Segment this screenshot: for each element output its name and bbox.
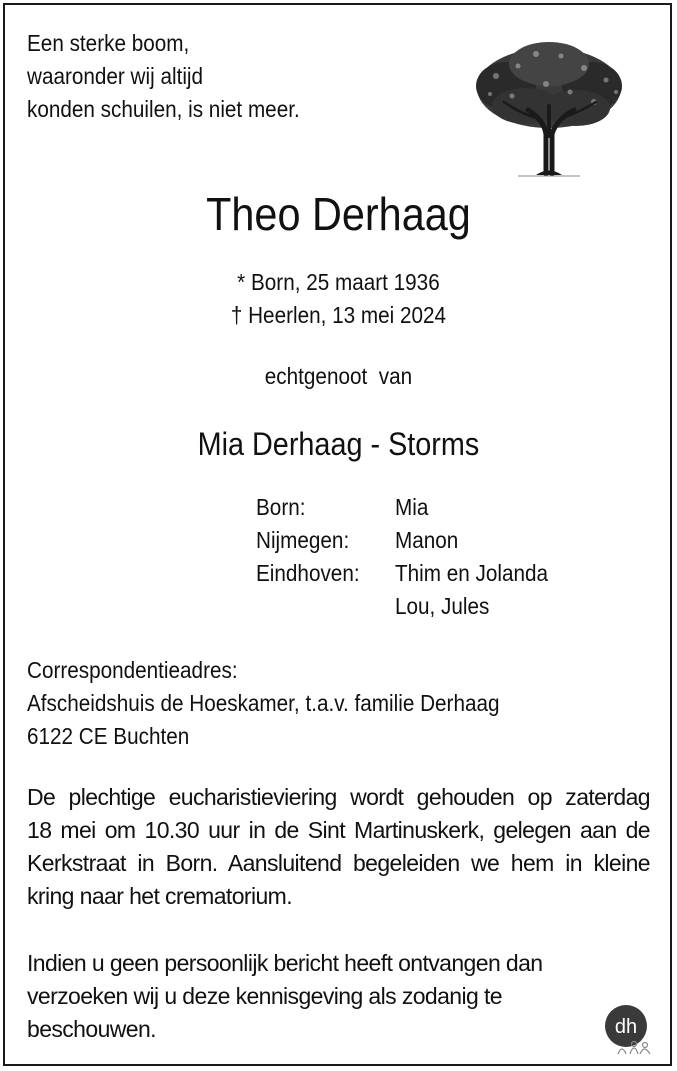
service-line: De plechtige eucharistieviering wordt gehouden op zaterdag: [27, 784, 650, 810]
death-line: † Heerlen, 13 mei 2024: [230, 302, 447, 328]
relation-text: echtgenoot van: [264, 363, 413, 389]
family-names: Lou, Jules: [395, 593, 490, 619]
family-row: [0, 590, 677, 623]
poem-line: waaronder wij altijd: [27, 63, 204, 89]
service-paragraph: [27, 781, 650, 913]
service-line: kring naar het crematorium.: [27, 883, 293, 909]
family-place: Born:: [256, 494, 306, 520]
correspondence-line: Afscheidshuis de Hoeskamer, t.a.v. familie Derhaag: [27, 690, 500, 716]
family-row: [0, 524, 677, 557]
service-line: 18 mei om 10.30 uur in de Sint Martinuskerk, gelegen aan de: [27, 817, 650, 843]
family-row: [0, 491, 677, 524]
service-line: Kerkstraat in Born. Aansluitend begeleiden we hem in kleine: [27, 850, 650, 876]
deceased-name: Theo Derhaag: [206, 188, 471, 240]
dh-logo-icon: [604, 1004, 656, 1056]
family-names: Manon: [395, 527, 459, 553]
spouse-name: Mia Derhaag - Storms: [197, 426, 480, 462]
notice-line: beschouwen.: [27, 1016, 156, 1042]
family-row: [0, 557, 677, 590]
poem: [27, 27, 300, 126]
tree-icon: [466, 36, 632, 178]
family-place: Eindhoven:: [256, 560, 360, 586]
family-list: [0, 491, 677, 623]
correspondence-line: 6122 CE Buchten: [27, 723, 190, 749]
birth-line: * Born, 25 maart 1936: [237, 269, 440, 295]
svg-text:dh: dh: [614, 1016, 638, 1038]
notice-line: Indien u geen persoonlijk bericht heeft ontvangen dan: [27, 950, 543, 976]
poem-line: Een sterke boom,: [27, 30, 190, 56]
poem-line: konden schuilen, is niet meer.: [27, 96, 300, 122]
notice-paragraph: [27, 947, 650, 1046]
correspondence-address: [27, 654, 500, 753]
notice-line: verzoeken wij u deze kennisgeving als zodanig te: [27, 983, 502, 1009]
life-dates: [34, 266, 643, 332]
family-place: Nijmegen:: [256, 527, 350, 553]
correspondence-line: Correspondentieadres:: [27, 657, 238, 683]
family-names: Thim en Jolanda: [395, 560, 549, 586]
family-names: Mia: [395, 494, 429, 520]
